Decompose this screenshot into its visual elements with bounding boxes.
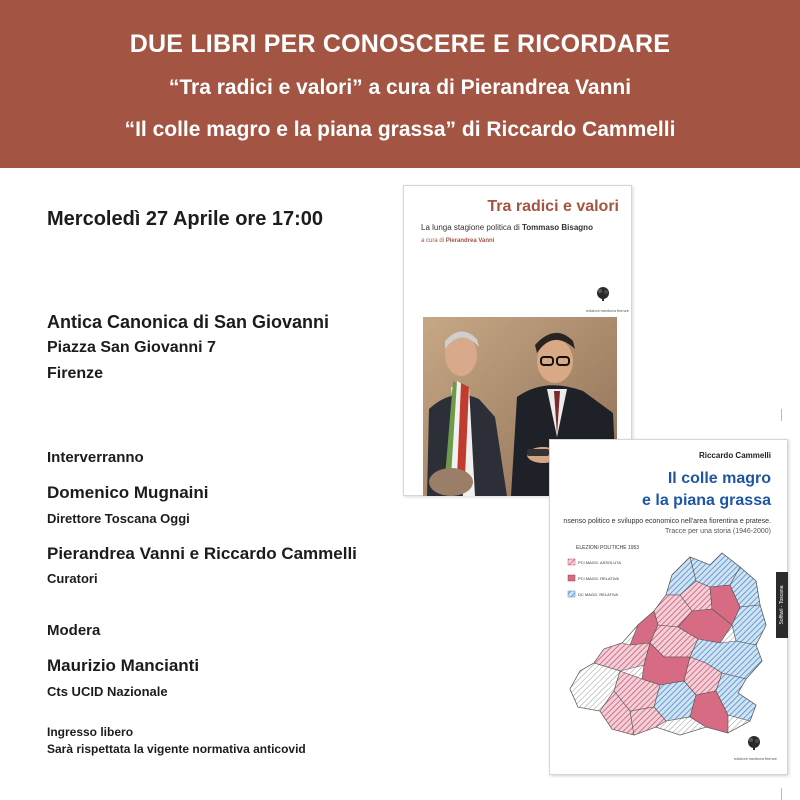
book2-subtitle: nsenso politico e sviluppo economico nell'area fiorentina e pratese. xyxy=(563,518,771,525)
book2-subtitle2: Tracce per una storia (1946-2000) xyxy=(665,528,771,535)
book1-title: Tra radici e valori xyxy=(487,198,619,215)
book2-author: Riccardo Cammelli xyxy=(698,451,771,460)
entry-note: Ingresso libero xyxy=(47,725,134,739)
speaker1-name: Domenico Mugnaini xyxy=(47,483,209,502)
banner-book1-line: “Tra radici e valori” a cura di Pierandrea Vanni xyxy=(168,76,632,99)
book1-subtitle-name: Tommaso Bisagno xyxy=(521,223,593,232)
book1-editor-label: a cura di xyxy=(421,238,445,244)
moderator-role: Cts UCID Nazionale xyxy=(47,684,168,699)
speaker2-name: Pierandrea Vanni e Riccardo Cammelli xyxy=(47,544,357,563)
speaker1-role: Direttore Toscana Oggi xyxy=(47,511,190,526)
covid-note: Sarà rispettata la vigente normativa anticovid xyxy=(47,742,306,756)
book1-editor xyxy=(421,238,494,244)
map-legend-1: PCI MAGG. ASSOLUTA xyxy=(578,560,622,565)
book2-title-line1: Il colle magro xyxy=(667,470,771,487)
election-map xyxy=(560,545,772,740)
banner-book2-line: “Il colle magro e la piana grassa” di Riccardo Cammelli xyxy=(124,118,676,141)
edge-tick xyxy=(781,788,782,800)
book2-title-line2: e la piana grassa xyxy=(642,492,771,509)
book2-cover xyxy=(549,439,788,775)
moderator-label: Modera xyxy=(47,622,101,639)
book2-spine-text: Sofftwil - Toscana xyxy=(779,585,785,625)
book1-subtitle-text: La lunga stagione politica di xyxy=(421,223,520,232)
book2-spine-label xyxy=(776,572,788,638)
map-legend-3: DC MAGG. RELATIVA xyxy=(578,592,619,597)
tree-icon xyxy=(746,735,762,751)
event-venue: Antica Canonica di San Giovanni xyxy=(47,312,330,332)
moderator-name: Maurizio Mancianti xyxy=(47,656,200,675)
map-legend-2: PCI MAGG. RELATIVA xyxy=(578,576,619,581)
tree-icon xyxy=(595,286,611,302)
header-banner xyxy=(0,0,800,168)
edge-tick xyxy=(781,409,782,421)
book2-publisher: edizioni medicea firenze xyxy=(734,756,777,761)
banner-title: DUE LIBRI PER CONOSCERE E RICORDARE xyxy=(129,30,671,58)
event-address: Piazza San Giovanni 7 xyxy=(47,339,216,356)
speakers-label: Interverranno xyxy=(47,449,144,466)
event-city: Firenze xyxy=(47,365,104,382)
speaker2-role: Curatori xyxy=(47,571,98,586)
book1-editor-name: Pierandrea Vanni xyxy=(445,238,495,244)
book1-subtitle xyxy=(421,223,593,232)
event-date: Mercoledì 27 Aprile ore 17:00 xyxy=(47,208,324,230)
book1-publisher-logo xyxy=(586,286,629,313)
book1-publisher: edizioni medicea firenze xyxy=(586,308,629,313)
map-title: ELEZIONI POLITICHE 1953 xyxy=(576,545,640,551)
book2-publisher-logo xyxy=(734,735,777,761)
